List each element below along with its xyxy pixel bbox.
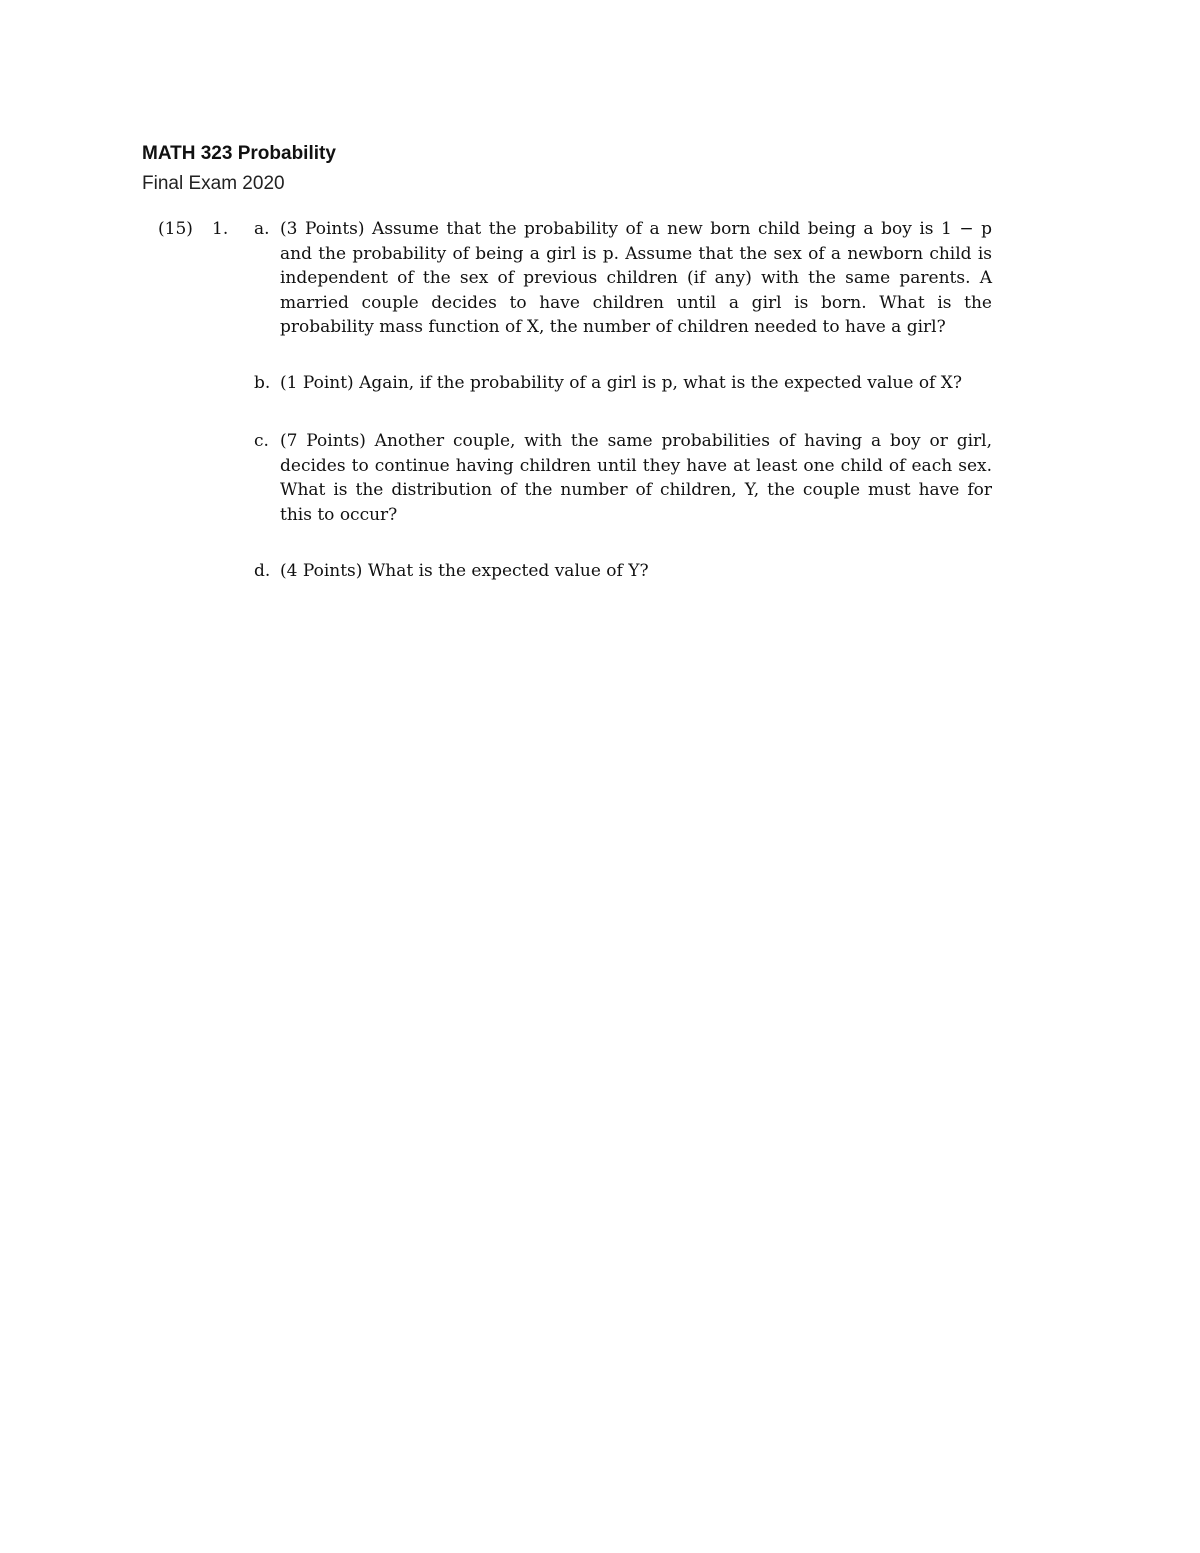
part-text: (1 Point) Again, if the probability of a girl is p, what is the expected value of X? — [280, 373, 962, 393]
question-number: 1. — [212, 219, 229, 239]
part-label: d. — [254, 561, 271, 581]
part-label: b. — [254, 373, 271, 393]
part-text: (4 Points) What is the expected value of Y? — [280, 561, 649, 581]
exam-title: Final Exam 2020 — [142, 173, 285, 194]
part-label: a. — [254, 219, 270, 239]
course-title: MATH 323 Probability — [142, 143, 336, 164]
question-points: (15) — [158, 219, 193, 239]
part-text: (3 Points) Assume that the probability of a new born child being a boy is 1 − p and the probability of being a girl is p. Assume that the sex of a newborn child is independent of the sex of previous children (if any) with the same parents. A married couple decides to have children until a girl is born. What is the probability mass function of X, the number of children needed to have a girl? — [280, 219, 992, 337]
part-label: c. — [254, 431, 269, 451]
part-text: (7 Points) Another couple, with the same probabilities of having a boy or girl, decides to continue having children until they have at least one child of each sex. What is the distribution of the number of children, Y, the couple must have for this to occur? — [280, 431, 992, 525]
exam-header — [142, 142, 336, 196]
